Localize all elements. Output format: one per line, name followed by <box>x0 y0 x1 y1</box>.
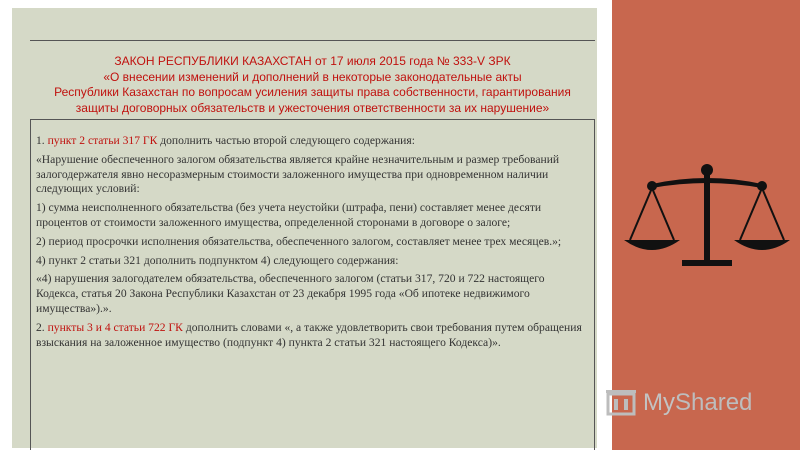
paragraph-1-number: 1. <box>36 134 48 147</box>
paragraph-5: 4) пункт 2 статьи 321 дополнить подпунктом 4) следующего содержания: <box>36 253 399 267</box>
law-title-line-2: «О внесении изменений и дополнений в некоторые законодательные акты <box>103 69 522 84</box>
paragraph-3: 1) сумма неисполненного обязательства (без учета неустойки (штрафа, пени) составляет менее десяти процентов от стоимости заложенного имущества, определенной сторонами в договоре о залоге; <box>36 201 542 229</box>
article-link-722[interactable]: пункты 3 и 4 статьи 722 ГК <box>47 320 183 334</box>
paragraph-1 <box>36 134 586 149</box>
law-title-line-4: защиты договорных обязательств и ужесточения ответственности за их нарушение» <box>75 100 550 115</box>
law-title-line-1: ЗАКОН РЕСПУБЛИКИ КАЗАХСТАН от 17 июля 2015 года № 333-V ЗРК <box>114 54 511 68</box>
myshared-word-my: My <box>643 389 675 416</box>
scales-of-justice-icon <box>622 160 792 270</box>
law-title-line-3: Республики Казахстан по вопросам усиления защиты права собственности, гарантирования <box>54 85 571 99</box>
myshared-logo-icon <box>605 387 637 419</box>
paragraph-6: «4) нарушения залогодателем обязательства, обеспеченного залогом (статьи 317, 720 и 722 настоящего Кодекса, статья 20 Закона Республики Казахстан от 23 декабря 1995 года «Об ипотеке недвижимого имущества»).». <box>36 272 545 315</box>
article-link-317[interactable]: пункт 2 статьи 317 ГК <box>47 134 158 147</box>
paragraph-7 <box>36 321 586 351</box>
myshared-wordmark <box>643 389 752 417</box>
paragraph-2: «Нарушение обеспеченного залогом обязательства является крайне незначительным и размер требований залогодержателя явно несоразмерным стоимости заложенного имущества при одновременном наличии следующих условий: <box>36 152 560 196</box>
paragraph-7-number: 2. <box>36 320 48 334</box>
myshared-watermark <box>605 383 785 423</box>
law-text <box>36 134 586 354</box>
law-title <box>30 40 595 120</box>
paragraph-4: 2) период просрочки исполнения обязательства, обеспеченного залогом, составляет менее трех месяцев.»; <box>36 234 562 248</box>
paragraph-1-text: дополнить частью второй следующего содержания: <box>157 134 415 147</box>
paragraph-7-text: дополнить словами «, а также удовлетворить свои требования путем обращения взыскания на заложенное имущество (подпункт 4) пункта 2 статьи 321 настоящего Кодекса)». <box>36 320 582 349</box>
myshared-word-shared: Shared <box>675 389 753 416</box>
